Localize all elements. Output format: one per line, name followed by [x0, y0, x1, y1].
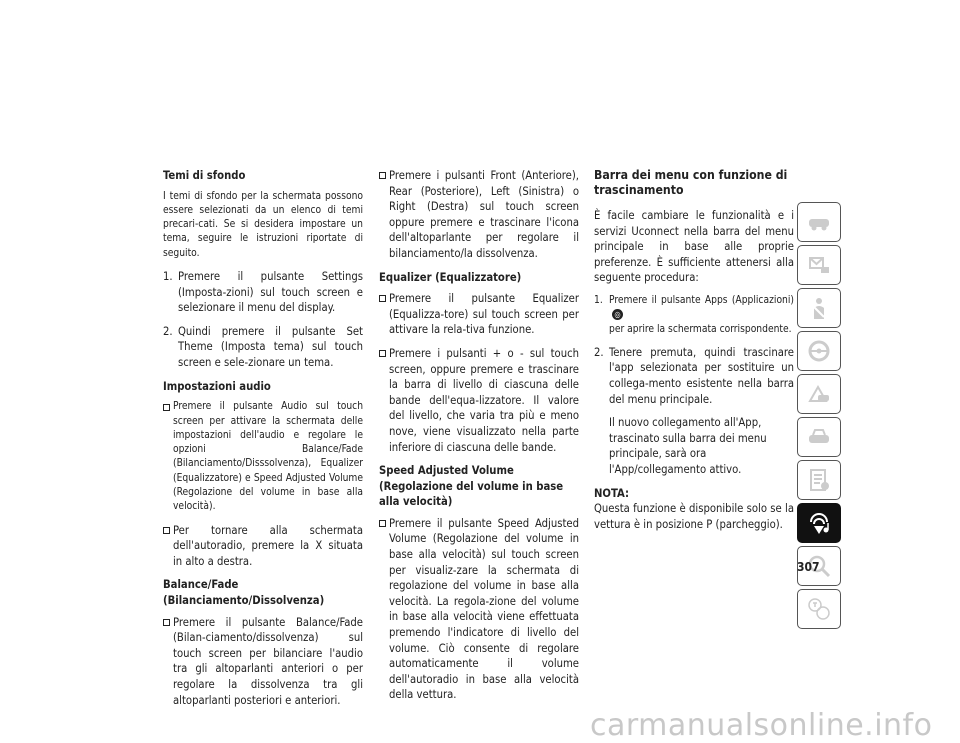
bullet-text: Premere i pulsanti + o - sul touch screen, oppure premere e trascinare la barra di livello di ciascuna delle bande dell'equa-lizzatore. Il valore del livello, che varia tra più e meno nove, viene visualizzato nella parte inferiore di ciascuna delle bande.	[389, 346, 579, 454]
bullet-box	[163, 400, 173, 514]
nota-text: Questa funzione è disponibile solo se la vettura è in posizione P (parcheggio).	[594, 502, 794, 531]
footer-watermark: carmanualsonline.info	[590, 708, 933, 743]
heading-temi: Temi di sfondo	[163, 169, 246, 182]
bullet-text: Premere il pulsante Speed Adjusted Volume (Regolazione del volume in base alla velocità) sul touch screen per visualiz-zare la schermata di regolazione del volume in base alla velocità. La regola-zione del volume in base alla velocità viene effettuata premendo l'indicatore di livello del volume. Ciò consente di regolare automaticamente il volume dell'autoradio in base alla velocità della vettura.	[389, 516, 579, 702]
column-middle	[379, 168, 579, 711]
bullet-box	[163, 615, 173, 709]
heading-speed-volume: Speed Adjusted Volume (Regolazione del volume in base alla velocità)	[379, 464, 564, 509]
item-number: 1.	[163, 270, 173, 284]
mail-light-icon	[806, 252, 832, 278]
tab-car-service[interactable]	[797, 417, 841, 457]
tab-mail-light[interactable]	[797, 245, 841, 285]
bullet-text: Per tornare alla schermata dell'autoradio, premere la X situata in alto a destra.	[173, 523, 363, 568]
step-text-cont: per aprire la schermata corrispondente.	[609, 323, 792, 335]
item-number: 2.	[163, 324, 173, 338]
bullet-box	[163, 523, 173, 570]
apps-icon: ◎	[612, 309, 623, 320]
item-number: 2.	[594, 345, 604, 359]
tab-multimedia[interactable]	[797, 503, 841, 543]
tab-steering[interactable]	[797, 331, 841, 371]
list-item	[379, 168, 579, 262]
car-info-icon	[806, 209, 832, 235]
nota-label: NOTA:	[594, 486, 629, 500]
heading-equalizer: Equalizer (Equalizzatore)	[379, 270, 522, 284]
bullet-box	[379, 516, 389, 703]
heading-audio: Impostazioni audio	[163, 379, 271, 393]
bullet-box	[379, 168, 389, 262]
list-item	[594, 345, 794, 407]
tab-checklist[interactable]	[797, 460, 841, 500]
list-item	[163, 324, 363, 371]
step-text: Premere il pulsante Settings (Imposta-zioni) sul touch screen e selezionare il menu del display.	[178, 270, 363, 315]
column-right	[594, 168, 794, 540]
list-item	[379, 291, 579, 338]
list-item	[163, 615, 363, 709]
item-number: 1.	[594, 294, 603, 306]
list-item	[379, 346, 579, 455]
tab-seatbelt[interactable]	[797, 288, 841, 328]
steering-wheel-icon	[806, 338, 832, 364]
checklist-icon	[806, 467, 832, 493]
bullet-box	[379, 291, 389, 338]
list-item	[163, 523, 363, 570]
barra-paragraph: È facile cambiare le funzionalità e i servizi Uconnect nella barra del menu principale in base alle proprie preferenze. È sufficiente attenersi alla seguente procedura:	[594, 209, 794, 285]
temi-paragraph: I temi di sfondo per la schermata possono essere selezionati da un elenco di temi precari-cati. Se si desidera impostare un tema, seguire le istruzioni riportate di seguito.	[163, 190, 363, 259]
multimedia-icon	[806, 510, 832, 536]
warning-car-icon	[806, 381, 832, 407]
bullet-text: Premere i pulsanti Front (Anteriore), Rear (Posteriore), Left (Sinistra) o Right (Destra) sul touch screen oppure premere e trascinare l'icona dell'altoparlante per regolare il bilanciamento/la dissolvenza.	[389, 169, 579, 260]
list-item	[379, 516, 579, 703]
bullet-text: Premere il pulsante Balance/Fade (Bilan-ciamento/dissolvenza) sul touch screen per bilanciare l'audio tra gli altoparlanti anteriori o per regolare la dissolvenza tra gli altoparlanti posteriori e anteriori.	[173, 615, 363, 707]
bullet-box	[379, 346, 389, 455]
step-sub-paragraph: Il nuovo collegamento all'App, trascinato sulla barra dei menu principale, sarà ora l'App/collegamento attivo.	[609, 416, 767, 477]
bullet-text: Premere il pulsante Equalizer (Equalizza-tore) sul touch screen per attivare la rela-tiva funzione.	[389, 292, 579, 337]
tab-car-info[interactable]	[797, 202, 841, 242]
heading-balance: Balance/Fade (Bilanciamento/Dissolvenza)	[163, 578, 325, 607]
column-left	[163, 168, 363, 716]
step-text: Quindi premere il pulsante Set Theme (Imposta tema) sul touch screen e sele-zionare un tema.	[178, 324, 363, 370]
heading-barra-menu: Barra dei menu con funzione di trascinamento	[594, 168, 788, 197]
list-item	[163, 269, 363, 316]
list-item	[594, 294, 794, 337]
list-item	[163, 400, 363, 514]
step-text: Tenere premuta, quindi trascinare l'app selezionata per sostituire un collega-mento esistente nella barra del menu principale.	[609, 345, 794, 406]
car-service-icon	[806, 424, 832, 450]
tab-language[interactable]	[797, 589, 841, 629]
page-number: 307	[797, 560, 820, 574]
tab-warning-car[interactable]	[797, 374, 841, 414]
step-text: Premere il pulsante Apps (Applicazioni)	[609, 294, 794, 306]
bullet-text: Premere il pulsante Audio sul touch screen per attivare la schermata delle impostazioni dell'audio e regolare le opzioni Balance/Fade (Bilanciamento/Disssolvenza), Equalizer (Equalizzatore) e Speed Adjusted Volume (Regolazione del volume in base alla velocità).	[173, 401, 363, 513]
seatbelt-icon	[806, 295, 832, 321]
language-icon	[806, 596, 832, 622]
